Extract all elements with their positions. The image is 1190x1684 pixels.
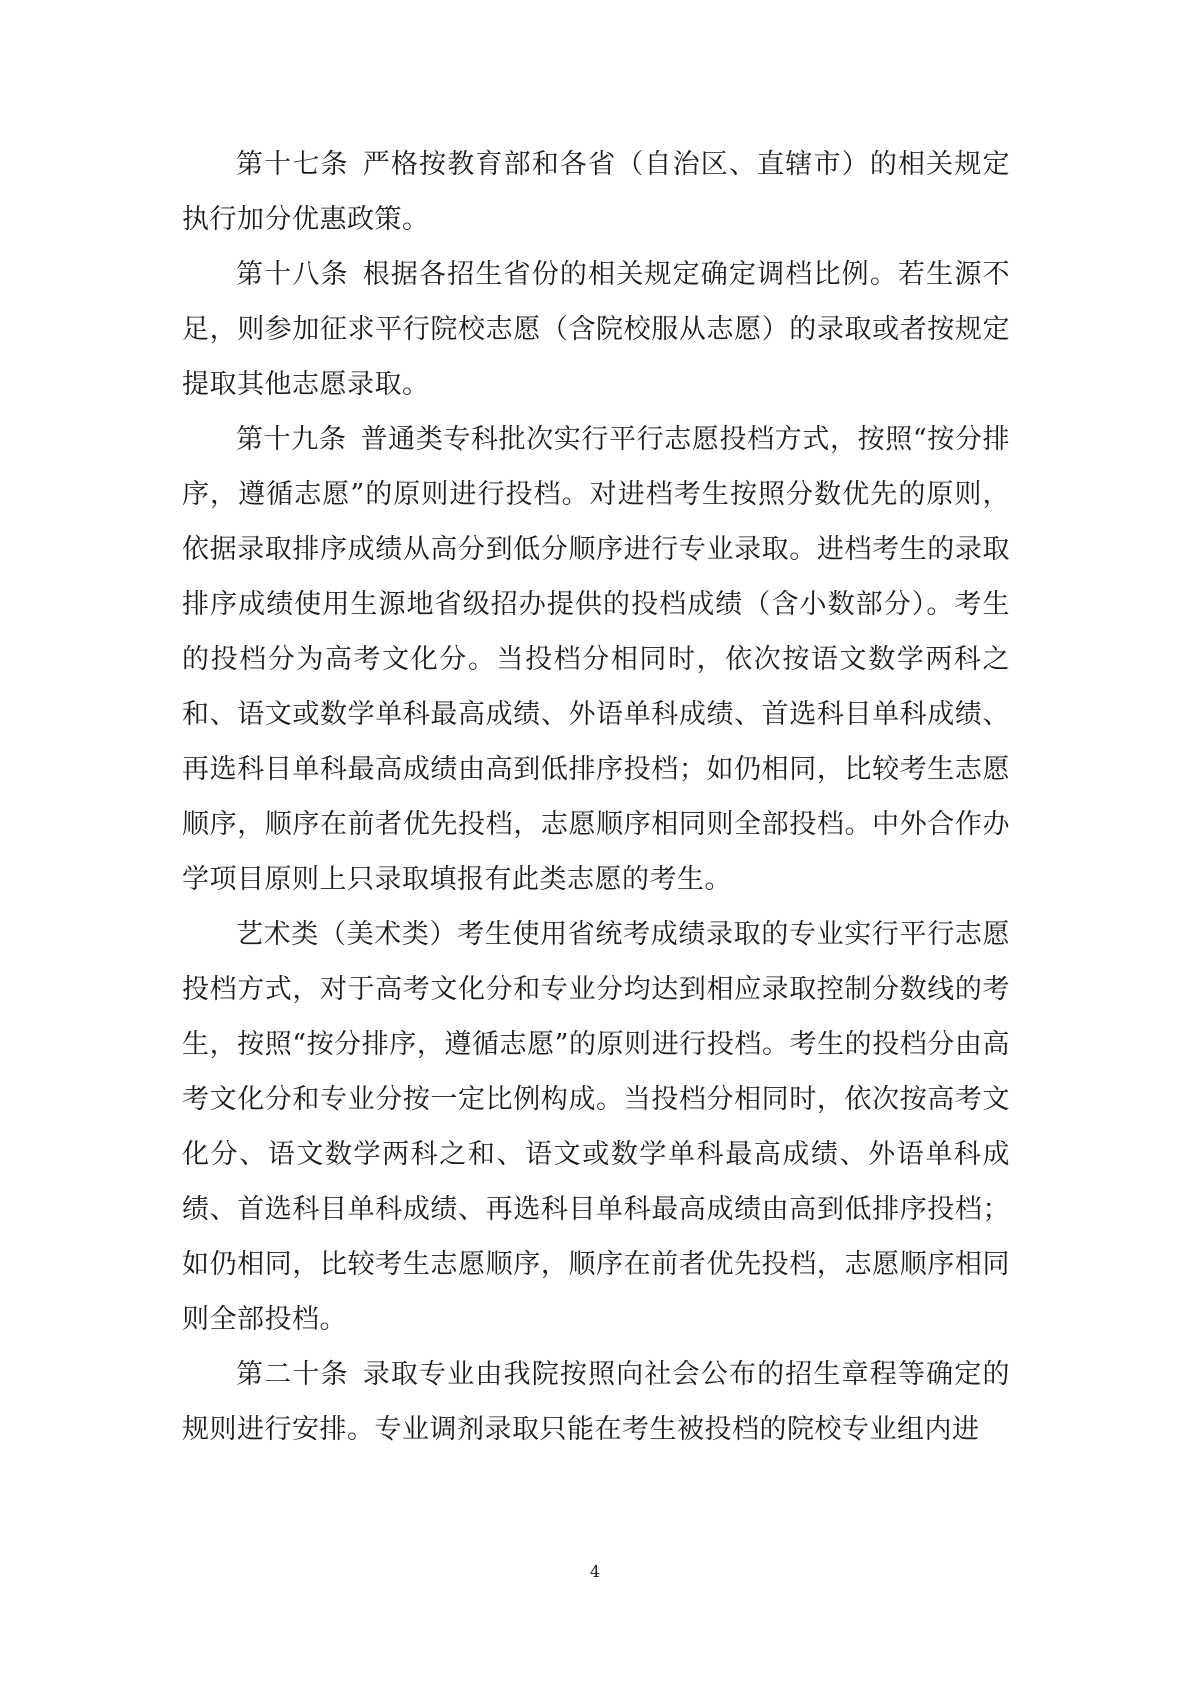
document-body [182,137,1010,1457]
page-number: 4 [589,1562,601,1581]
article-17-paragraph [182,137,1010,247]
article-text: 普通类专科批次实行平行志愿投档方式，按照“按分排序，遵循志愿”的原则进行投档。对进档考生按照分数优先的原则，依据录取排序成绩从高分到低分顺序进行专业录取。进档考生的录取排序成绩使用生源地省级招办提供的投档成绩（含小数部分）。考生的投档分为高考文化分。当投档分相同时，依次按语文数学两科之和、语文或数学单科最高成绩、外语单科成绩、首选科目单科成绩、再选科目单科最高成绩由高到低排序投档；如仍相同，比较考生志愿顺序，顺序在前者优先投档，志愿顺序相同则全部投档。中外合作办学项目原则上只录取填报有此类志愿的考生。 [182,424,1011,895]
article-label: 第二十条 [236,1359,349,1390]
article-20-paragraph [182,1347,1010,1457]
article-19-paragraph [182,412,1010,907]
article-text: 根据各招生省份的相关规定确定调档比例。若生源不足，则参加征求平行院校志愿（含院校服从志愿）的录取或者按规定提取其他志愿录取。 [182,259,1011,400]
art-students-paragraph [182,907,1010,1347]
paragraph-text: 艺术类（美术类）考生使用省统考成绩录取的专业实行平行志愿投档方式，对于高考文化分和专业分均达到相应录取控制分数线的考生，按照“按分排序，遵循志愿”的原则进行投档。考生的投档分由高考文化分和专业分按一定比例构成。当投档分相同时，依次按高考文化分、语文数学两科之和、语文或数学单科最高成绩、外语单科成绩、首选科目单科成绩、再选科目单科最高成绩由高到低排序投档；如仍相同，比较考生志愿顺序，顺序在前者优先投档，志愿顺序相同则全部投档。 [182,919,1010,1335]
article-18-paragraph [182,247,1010,412]
article-label: 第十八条 [236,259,349,290]
article-text: 严格按教育部和各省（自治区、直辖市）的相关规定执行加分优惠政策。 [182,149,1011,235]
article-text: 录取专业由我院按照向社会公布的招生章程等确定的规则进行安排。专业调剂录取只能在考生被投档的院校专业组内进 [182,1359,1011,1445]
article-label: 第十七条 [236,149,349,180]
article-label: 第十九条 [236,424,347,455]
